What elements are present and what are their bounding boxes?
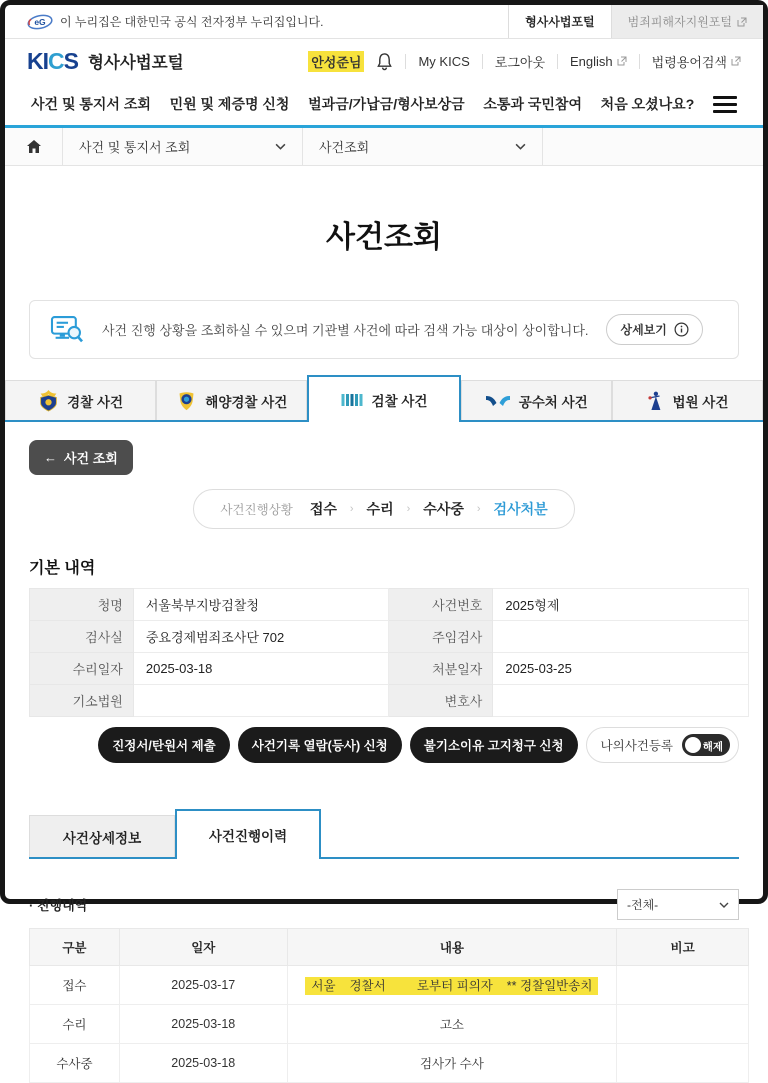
logout-link[interactable]: 로그아웃 — [494, 54, 545, 70]
divider — [557, 54, 558, 69]
history-note — [617, 1044, 749, 1083]
toggle-knob — [685, 737, 701, 753]
field-label: 수리일자 — [30, 653, 134, 685]
history-type: 수사중 — [30, 1044, 120, 1083]
tab-prosecution-case[interactable]: 검찰 사건 — [307, 375, 460, 422]
history-content — [287, 966, 616, 1005]
svg-text:eG: eG — [34, 16, 46, 27]
agency-tabs — [5, 375, 763, 422]
history-type: 접수 — [30, 966, 120, 1005]
police-badge-icon — [38, 389, 59, 412]
field-value: 서울북부지방검찰청 — [133, 589, 389, 621]
field-label: 처분일자 — [389, 653, 493, 685]
field-label: 변호사 — [389, 685, 493, 717]
history-date: 2025-03-17 — [119, 966, 287, 1005]
page-title: 사건조회 — [326, 221, 442, 254]
hamburger-menu-icon[interactable] — [713, 96, 737, 113]
portal-tab-kics[interactable]: 형사사법포털 — [508, 5, 612, 38]
user-name: 안성준님 — [308, 51, 364, 72]
back-button[interactable]: ← 사건 조회 — [29, 440, 133, 475]
tab-case-detail-info[interactable]: 사건상세정보 — [29, 815, 175, 857]
basic-info-table — [29, 588, 749, 717]
chevron-right-icon: › — [406, 503, 411, 515]
history-content: 고소 — [287, 1005, 616, 1044]
portal-tab-victim-support[interactable]: 범죄피해자지원포털 — [612, 5, 763, 38]
kics-logo[interactable] — [27, 48, 184, 75]
bullet-icon: · — [29, 898, 37, 913]
history-type: 수리 — [30, 1005, 120, 1044]
tab-police-case[interactable]: 경찰 사건 — [5, 380, 156, 420]
egov-logo-icon — [27, 14, 53, 30]
history-note — [617, 1005, 749, 1044]
table-row — [30, 1005, 749, 1044]
legal-term-search-link[interactable]: 법령용어검색 — [652, 52, 741, 71]
record-view-request-button[interactable]: 사건기록 열람(등사) 신청 — [238, 727, 402, 763]
toggle-state-text: 해제 — [702, 741, 723, 753]
table-row — [30, 653, 749, 685]
field-value: 중요경제범죄조사단 702 — [133, 621, 389, 653]
info-banner — [29, 300, 739, 359]
my-case-toggle[interactable] — [682, 734, 730, 756]
field-label: 청명 — [30, 589, 134, 621]
highlighted-text: 서울 경찰서 로부터 피의자 ** 경찰일반송치 — [305, 977, 598, 995]
progress-step-1: 접수 — [309, 501, 337, 517]
field-value — [133, 685, 389, 717]
chevron-down-icon — [719, 902, 729, 908]
petition-submit-button[interactable]: 진정서/탄원서 제출 — [98, 727, 230, 763]
table-row — [30, 1044, 749, 1083]
chevron-right-icon: › — [476, 503, 481, 515]
breadcrumb — [5, 128, 763, 166]
chevron-down-icon — [275, 143, 286, 150]
field-label: 주임검사 — [389, 621, 493, 653]
prosecution-bars-icon — [341, 392, 364, 408]
detail-view-button[interactable]: 상세보기 — [606, 314, 702, 345]
table-header-row — [30, 929, 749, 966]
divider — [482, 54, 483, 69]
history-date: 2025-03-18 — [119, 1005, 287, 1044]
column-header: 비고 — [617, 929, 749, 966]
table-row — [30, 589, 749, 621]
field-label: 사건번호 — [389, 589, 493, 621]
table-row — [30, 685, 749, 717]
tab-cio-case[interactable]: 공수처 사건 — [461, 380, 612, 420]
notification-bell-icon[interactable] — [376, 52, 393, 71]
my-case-register-label: 나의사건등록 — [600, 739, 673, 753]
home-button[interactable] — [5, 128, 63, 165]
divider — [405, 54, 406, 69]
tab-case-progress-history[interactable]: 사건진행이력 — [175, 809, 321, 859]
field-value — [493, 621, 749, 653]
case-progress-indicator — [193, 489, 574, 529]
field-label: 기소법원 — [30, 685, 134, 717]
nav-item-participation[interactable]: 소통과 국민참여 — [483, 96, 582, 112]
progress-step-3: 수사중 — [423, 501, 464, 517]
history-filter-select[interactable]: -전체- — [617, 889, 739, 920]
column-header: 구분 — [30, 929, 120, 966]
progress-label: 사건진행상황 — [220, 503, 293, 517]
court-justice-icon — [646, 390, 664, 412]
nav-item-first-visit[interactable]: 처음 오셨나요? — [600, 96, 695, 112]
home-icon — [26, 139, 42, 154]
info-icon — [674, 322, 689, 337]
tab-court-case[interactable]: 법원 사건 — [612, 380, 763, 420]
non-indictment-notice-button[interactable]: 불기소이유 고지청구 신청 — [410, 727, 578, 763]
table-row — [30, 621, 749, 653]
breadcrumb-dropdown-level1[interactable]: 사건 및 통지서 조회 — [63, 128, 303, 165]
basic-info-title: 기본 내역 — [29, 560, 96, 577]
gov-notice-text: 이 누리집은 대한민국 공식 전자정부 누리집입니다. — [60, 15, 324, 29]
main-nav — [5, 83, 763, 125]
field-value: 2025형제 — [493, 589, 749, 621]
breadcrumb-dropdown-level2[interactable]: 사건조회 — [303, 128, 543, 165]
external-link-icon — [731, 56, 741, 66]
nav-item-fines[interactable]: 벌과금/가납금/형사보상금 — [308, 96, 465, 112]
monitor-search-icon — [50, 315, 84, 344]
progress-step-current: 검사처분 — [493, 501, 548, 517]
history-table — [29, 928, 749, 1083]
table-row — [30, 966, 749, 1005]
history-note — [617, 966, 749, 1005]
my-kics-link[interactable]: My KICS — [418, 53, 470, 69]
portal-name: 형사사법포털 — [87, 54, 184, 72]
history-section-label: · 진행내역 — [29, 898, 88, 913]
chevron-right-icon: › — [349, 503, 354, 515]
detail-tabs — [29, 809, 739, 859]
external-link-icon — [737, 17, 747, 27]
field-value: 2025-03-18 — [133, 653, 389, 685]
divider — [639, 54, 640, 69]
history-date: 2025-03-18 — [119, 1044, 287, 1083]
gov-notice-bar — [5, 5, 763, 39]
my-case-register-control — [586, 727, 739, 763]
site-header — [5, 39, 763, 83]
nav-item-civil-application[interactable]: 민원 및 제증명 신청 — [169, 96, 290, 112]
field-label: 검사실 — [30, 621, 134, 653]
info-banner-text: 사건 진행 상황을 조회하실 수 있으며 기관별 사건에 따라 검색 가능 대상이 상이합니다. — [102, 323, 589, 338]
english-link[interactable]: English — [570, 54, 627, 69]
back-arrow-icon: ← — [44, 450, 57, 465]
history-content: 검사가 수사 — [287, 1044, 616, 1083]
kics-logo-text: KICS — [27, 47, 78, 74]
column-header: 내용 — [287, 929, 616, 966]
nav-item-case-inquiry[interactable]: 사건 및 통지서 조회 — [31, 96, 151, 112]
field-value: 2025-03-25 — [493, 653, 749, 685]
cio-bird-icon — [485, 394, 511, 408]
external-link-icon — [617, 56, 627, 66]
coast-guard-badge-icon — [176, 389, 197, 412]
field-value — [493, 685, 749, 717]
history-header — [29, 889, 739, 920]
tab-coast-guard-case[interactable]: 해양경찰 사건 — [156, 380, 307, 420]
chevron-down-icon — [515, 143, 526, 150]
column-header: 일자 — [119, 929, 287, 966]
action-buttons-row — [29, 727, 739, 763]
progress-step-2: 수리 — [366, 501, 394, 517]
